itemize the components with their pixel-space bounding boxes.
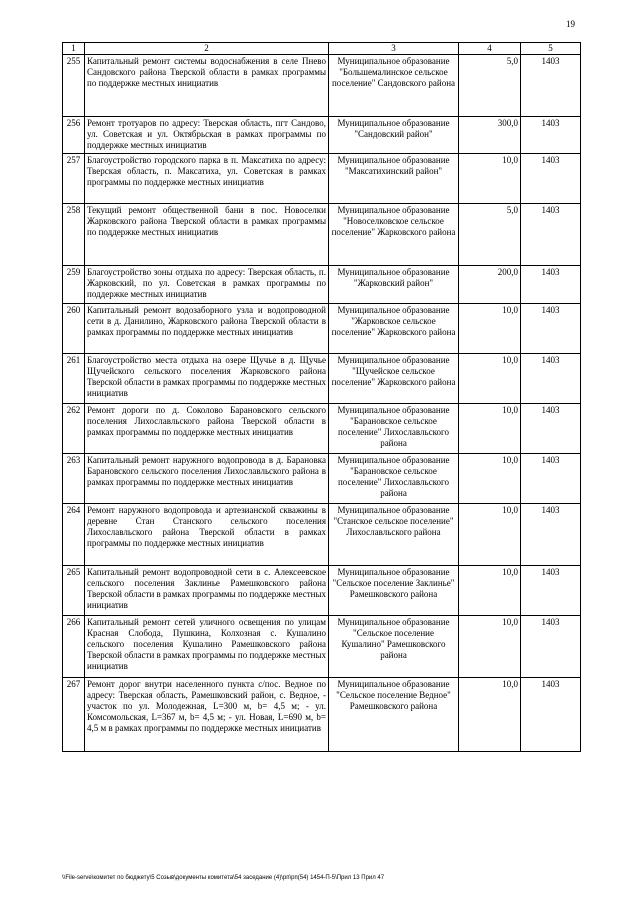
row-code: 1403: [521, 304, 581, 354]
table-row: [63, 354, 581, 404]
row-municipality: Муниципальное образование "Сельское поселение Ведное" Рамешковского района: [329, 678, 459, 752]
row-amount: 5,0: [459, 55, 521, 117]
table-header-row: [63, 43, 581, 55]
row-amount: 10,0: [459, 404, 521, 454]
row-number: 264: [63, 504, 85, 566]
row-amount: 300,0: [459, 117, 521, 154]
row-municipality: Муниципальное образование "Большемалинское сельское поселение" Сандовского района: [329, 55, 459, 117]
footer-file-path: \\File-serve\комитет по бюджету\5 Созыв\документы комитета\54 заседание (4)\рп\рп(54) 1454-П-5\Прил 13 Прил 47: [62, 875, 385, 881]
row-description: Текущий ремонт общественной бани в пос. Новоселки Жарковского района Тверской области в рамках программы по поддержке местных инициатив: [85, 204, 329, 266]
budget-table: [62, 42, 581, 752]
table-row: [63, 117, 581, 154]
row-code: 1403: [521, 678, 581, 752]
row-amount: 10,0: [459, 304, 521, 354]
table-body: [63, 55, 581, 752]
row-code: 1403: [521, 454, 581, 504]
table-row: [63, 55, 581, 117]
row-number: 266: [63, 616, 85, 678]
table-row: [63, 454, 581, 504]
row-number: 259: [63, 266, 85, 304]
row-description: Ремонт дороги по д. Соколово Барановского сельского поселения Лихославльского района Тверской области в рамках программы по поддержке местных инициатив: [85, 404, 329, 454]
column-header: 2: [85, 43, 329, 55]
row-description: Благоустройство городского парка в п. Максатиха по адресу: Тверская область, п. Максатиха, ул. Советская в рамках программы по поддержке местных инициатив: [85, 154, 329, 204]
row-description: Ремонт дорог внутри населенного пункта с/пос. Ведное по адресу: Тверская область, Рамешковский район, с. Ведное, - участок по ул. Молодежная, L=300 м, b= 4,5 м; - ул. Комсомольская, L=367 м, b= 4,5 м; - ул. Новая, L=690 м, b= 4,5 м в рамках программы по поддержке местных инициатив: [85, 678, 329, 752]
table-row: [63, 678, 581, 752]
row-number: 257: [63, 154, 85, 204]
row-municipality: Муниципальное образование "Станское сельское поселение" Лихославльского района: [329, 504, 459, 566]
table-row: [63, 304, 581, 354]
row-description: Ремонт тротуаров по адресу: Тверская область, пгт Сандово, ул. Советская и ул. Октябрьская в рамках программы по поддержке местных инициатив: [85, 117, 329, 154]
row-number: 255: [63, 55, 85, 117]
row-number: 261: [63, 354, 85, 404]
row-description: Капитальный ремонт наружного водопровода в д. Барановка Барановского сельского поселения Лихославльского района в рамках программы по поддержке местных инициатив: [85, 454, 329, 504]
row-amount: 10,0: [459, 616, 521, 678]
row-code: 1403: [521, 117, 581, 154]
row-code: 1403: [521, 55, 581, 117]
table-row: [63, 266, 581, 304]
table-row: [63, 504, 581, 566]
row-number: 260: [63, 304, 85, 354]
row-municipality: Муниципальное образование "Щучейское сельское поселение" Жарковского района: [329, 354, 459, 404]
column-header: 4: [459, 43, 521, 55]
row-number: 267: [63, 678, 85, 752]
row-code: 1403: [521, 616, 581, 678]
row-municipality: Муниципальное образование "Сельское поселение Кушалино" Рамешковского района: [329, 616, 459, 678]
row-number: 262: [63, 404, 85, 454]
table-row: [63, 204, 581, 266]
row-code: 1403: [521, 504, 581, 566]
row-code: 1403: [521, 354, 581, 404]
page-number: 19: [566, 19, 575, 29]
row-description: Капитальный ремонт сетей уличного освещения по улицам Красная Слобода, Пушкина, Колхозная с. Кушалино сельского поселения Кушалино Рамешковского района Тверской области в рамках программы по поддержке местных инициатив: [85, 616, 329, 678]
row-amount: 10,0: [459, 678, 521, 752]
column-header: 5: [521, 43, 581, 55]
column-header: 1: [63, 43, 85, 55]
row-code: 1403: [521, 566, 581, 616]
table-row: [63, 566, 581, 616]
row-amount: 10,0: [459, 154, 521, 204]
row-amount: 10,0: [459, 566, 521, 616]
row-amount: 10,0: [459, 354, 521, 404]
row-municipality: Муниципальное образование "Сандовский район": [329, 117, 459, 154]
row-description: Благоустройство зоны отдыха по адресу: Тверская область, п. Жарковский, по ул. Советская в рамках программы по поддержке местных инициатив: [85, 266, 329, 304]
table-row: [63, 404, 581, 454]
row-amount: 200,0: [459, 266, 521, 304]
row-municipality: Муниципальное образование "Максатихинский район": [329, 154, 459, 204]
row-code: 1403: [521, 154, 581, 204]
row-description: Капитальный ремонт системы водоснабжения в селе Пнево Сандовского района Тверской области в рамках программы по поддержке местных инициатив: [85, 55, 329, 117]
row-municipality: Муниципальное образование "Жарковское сельское поселение" Жарковского района: [329, 304, 459, 354]
row-code: 1403: [521, 266, 581, 304]
row-amount: 10,0: [459, 454, 521, 504]
row-description: Капитальный ремонт водозаборного узла и водопроводной сети в д. Данилино, Жарковского района Тверской области в рамках программы по поддержке местных инициатив: [85, 304, 329, 354]
row-code: 1403: [521, 404, 581, 454]
row-description: Благоустройство места отдыха на озере Щучье в д. Щучье Щучейского сельского поселения Жарковского района Тверской области в рамках программы по поддержке местных инициатив: [85, 354, 329, 404]
row-amount: 5,0: [459, 204, 521, 266]
row-municipality: Муниципальное образование "Новоселковское сельское поселение" Жарковского района: [329, 204, 459, 266]
row-municipality: Муниципальное образование "Жарковский район": [329, 266, 459, 304]
row-amount: 10,0: [459, 504, 521, 566]
table-row: [63, 154, 581, 204]
row-number: 258: [63, 204, 85, 266]
row-number: 256: [63, 117, 85, 154]
row-number: 265: [63, 566, 85, 616]
table-row: [63, 616, 581, 678]
row-number: 263: [63, 454, 85, 504]
column-header: 3: [329, 43, 459, 55]
row-municipality: Муниципальное образование "Сельское поселение Заклинье" Рамешковского района: [329, 566, 459, 616]
row-description: Капитальный ремонт водопроводной сети в с. Алексеевское сельского поселения Заклинье Рамешковского района Тверской области в рамках программы по поддержке местных инициатив: [85, 566, 329, 616]
row-municipality: Муниципальное образование "Барановское сельское поселение" Лихославльского района: [329, 454, 459, 504]
row-municipality: Муниципальное образование "Барановское сельское поселение" Лихославльского района: [329, 404, 459, 454]
row-code: 1403: [521, 204, 581, 266]
row-description: Ремонт наружного водопровода и артезианской скважины в деревне Стан Станского сельского поселения Лихославльского района Тверской области в рамках программы по поддержке местных инициатив: [85, 504, 329, 566]
